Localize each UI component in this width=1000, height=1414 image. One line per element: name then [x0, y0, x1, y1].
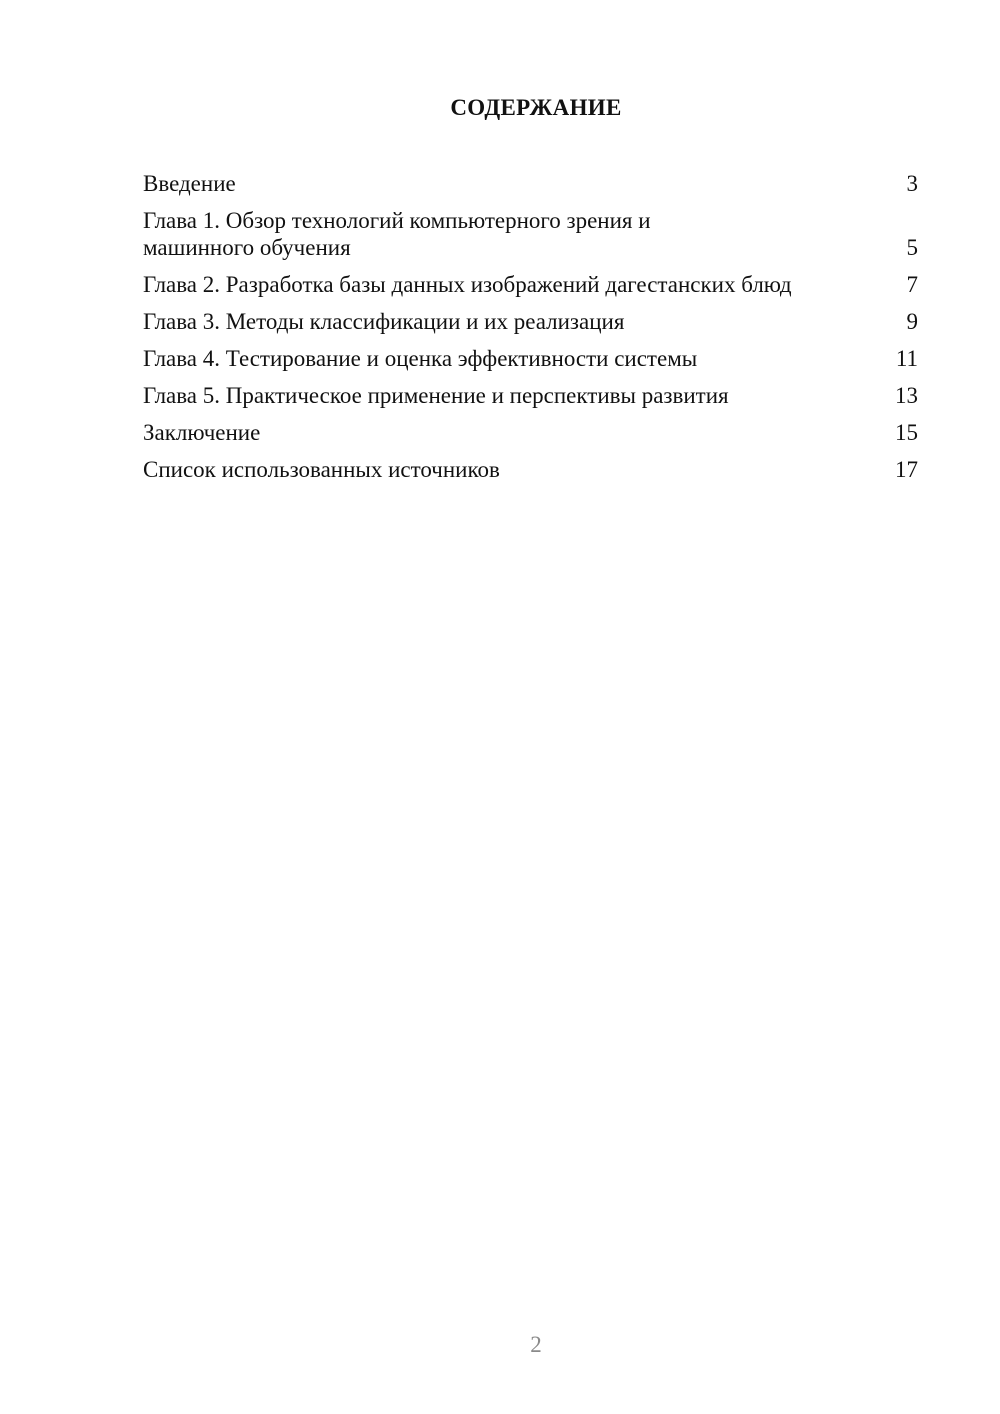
toc-entry	[143, 419, 918, 446]
toc-entry	[143, 207, 918, 261]
toc-entry-page: 15	[895, 420, 918, 445]
toc-entry	[143, 456, 918, 483]
toc-entry-page: 3	[906, 171, 918, 196]
table-of-contents	[143, 170, 918, 493]
toc-entry-title: Глава 1. Обзор технологий компьютерного зрения и машинного обучения	[143, 208, 651, 260]
page-number-row	[0, 1332, 1000, 1358]
page-number: 2	[530, 1332, 542, 1357]
toc-entry-page: 13	[895, 383, 918, 408]
toc-entry	[143, 271, 918, 298]
toc-title-row	[0, 95, 1000, 121]
toc-entry-page: 17	[895, 457, 918, 482]
toc-entry	[143, 308, 918, 335]
toc-entry-title: Введение	[143, 171, 236, 196]
toc-entry-title: Глава 3. Методы классификации и их реализация	[143, 309, 625, 334]
page-title: СОДЕРЖАНИЕ	[450, 95, 622, 120]
toc-entry-page: 9	[906, 309, 918, 334]
toc-entry	[143, 382, 918, 409]
toc-entry-title: Глава 4. Тестирование и оценка эффективности системы	[143, 346, 698, 371]
toc-entry-title: Список использованных источников	[143, 457, 500, 482]
toc-entry	[143, 170, 918, 197]
toc-entry-title: Глава 5. Практическое применение и перспективы развития	[143, 383, 729, 408]
toc-entry-title: Глава 2. Разработка базы данных изображений дагестанских блюд	[143, 272, 792, 297]
toc-entry-page: 11	[895, 346, 918, 371]
toc-entry-title: Заключение	[143, 420, 261, 445]
toc-entry	[143, 345, 918, 372]
toc-entry-page: 5	[906, 235, 918, 260]
toc-entry-page: 7	[906, 272, 918, 297]
